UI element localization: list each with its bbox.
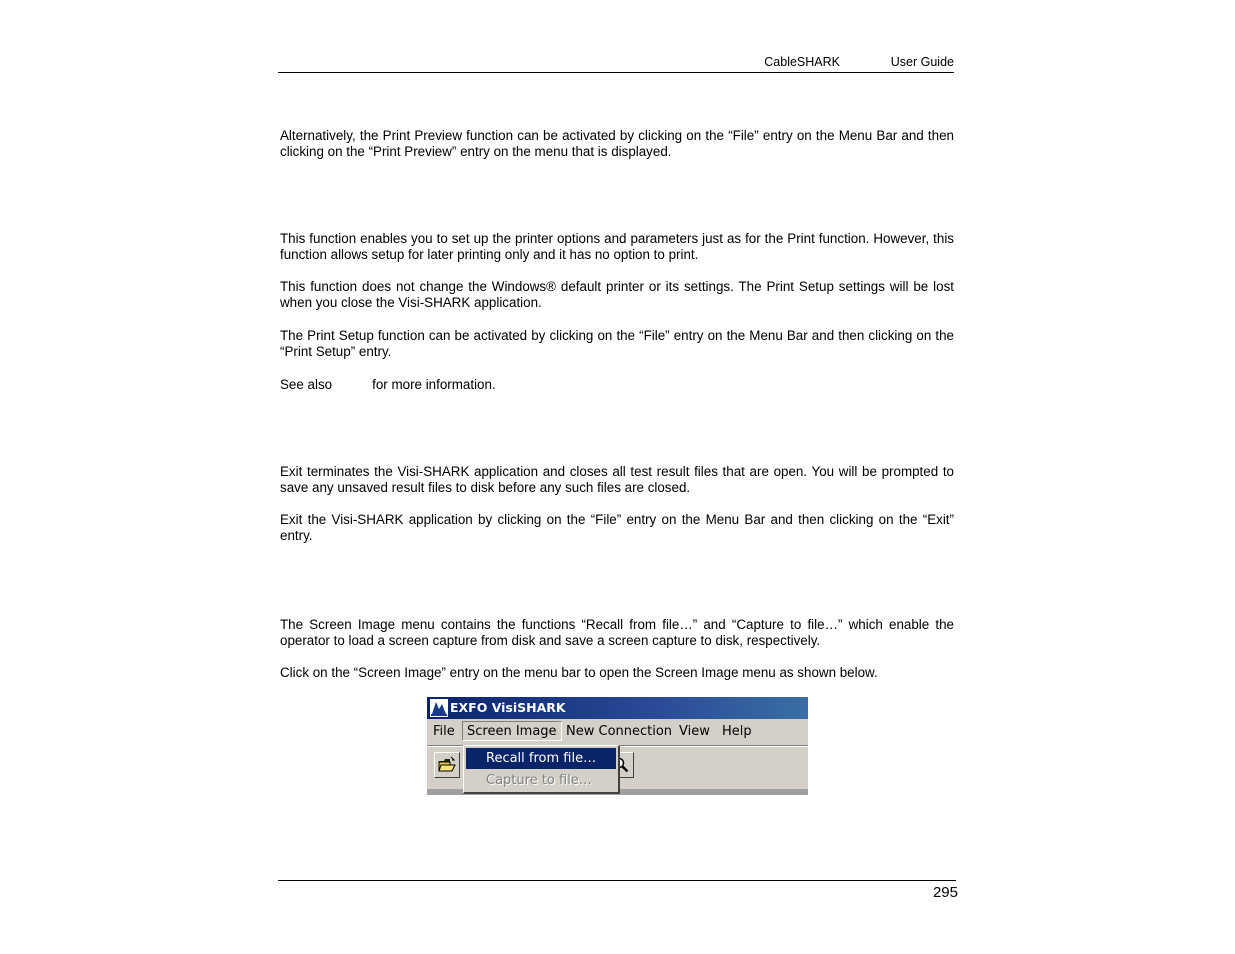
paragraph-print-setup-activate: The Print Setup function can be activated by clicking on the “File” entry on the Menu Bar and then clicking on the “Print Setup” entry.	[280, 328, 954, 360]
footer-rule	[278, 880, 956, 881]
paragraph-print-preview: Alternatively, the Print Preview function can be activated by clicking on the “File” entry on the Menu Bar and then clicking on the “Print Preview” entry on the menu that is displayed.	[280, 128, 954, 160]
window-title: EXFO VisiSHARK	[450, 700, 566, 715]
paragraph-see-also	[280, 377, 954, 393]
menu-item-capture-to-file: Capture to file…	[486, 773, 592, 788]
paragraph-screen-image-open: Click on the “Screen Image” entry on the menu bar to open the Screen Image menu as shown below.	[280, 665, 878, 680]
menu-file[interactable]: File	[433, 724, 455, 739]
menu-screen-image[interactable]: Screen Image	[462, 721, 562, 741]
paragraph-screen-image-intro: The Screen Image menu contains the functions “Recall from file…” and “Capture to file…” which enable the operator to load a screen capture from disk and save a screen capture to disk, respectively.	[280, 617, 954, 649]
paragraph-print-setup-note: This function does not change the Windows® default printer or its settings. The Print Setup settings will be lost when you close the Visi-SHARK application.	[280, 279, 954, 311]
page-header	[278, 54, 954, 73]
menu-item-recall-from-file[interactable]: Recall from file…	[466, 748, 616, 769]
exfo-shark-icon	[430, 699, 448, 717]
menu-view[interactable]: View	[679, 724, 710, 739]
menu-bar	[427, 719, 808, 745]
screen-image-dropdown	[463, 745, 620, 794]
open-folder-icon	[438, 756, 456, 774]
paragraph-print-setup-intro: This function enables you to set up the printer options and parameters just as for the Print function. However, this function allows setup for later printing only and it has no option to print.	[280, 231, 954, 263]
header-guide: User Guide	[890, 55, 954, 69]
paragraph-exit-activate: Exit the Visi-SHARK application by clicking on the “File” entry on the Menu Bar and then clicking on the “Exit” entry.	[280, 512, 954, 544]
see-also-text: See also	[280, 377, 333, 392]
open-button[interactable]	[434, 752, 460, 778]
window-title-bar[interactable]	[427, 697, 808, 719]
menu-new-connection[interactable]: New Connection	[566, 724, 673, 739]
see-also-more: for more information.	[372, 377, 496, 392]
header-product: CableSHARK	[764, 55, 840, 69]
page-number: 295	[932, 884, 958, 901]
paragraph-exit-intro: Exit terminates the Visi-SHARK application and closes all test result files that are open. You will be prompted to save any unsaved result files to disk before any such files are closed.	[280, 464, 954, 496]
menu-help[interactable]: Help	[722, 724, 752, 739]
